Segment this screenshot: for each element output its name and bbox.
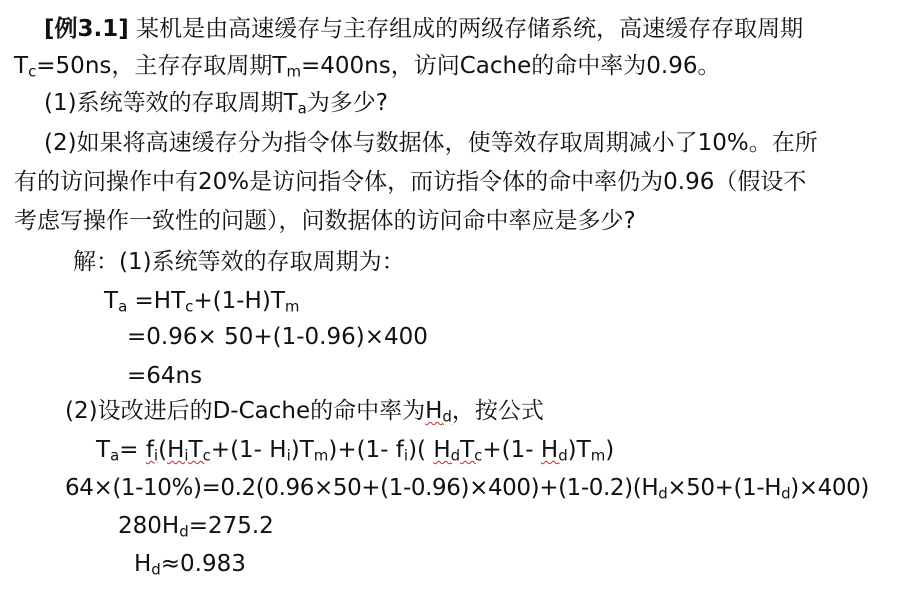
formula-part: +(1- H bbox=[210, 437, 287, 463]
subscript: a bbox=[110, 446, 120, 465]
hd-symbol bbox=[425, 398, 452, 424]
formula-7 bbox=[134, 549, 246, 579]
hi-tc-symbol bbox=[167, 437, 211, 463]
symbol-H: H bbox=[167, 437, 185, 463]
symbol-H: H bbox=[425, 398, 443, 424]
formula-part: )T bbox=[290, 437, 314, 463]
formula-part: ( bbox=[158, 437, 168, 463]
formula-part: ≈0.983 bbox=[160, 551, 246, 577]
symbol-H: H bbox=[540, 437, 559, 463]
question-1-text: (1)系统等效的存取周期T bbox=[44, 90, 298, 116]
question-2-line-3: 考虑写操作一致性的问题），问数据体的访问命中率应是多少? bbox=[14, 208, 636, 234]
hd-symbol bbox=[541, 437, 568, 463]
symbol-H: H bbox=[433, 437, 451, 463]
subscript: d bbox=[450, 446, 461, 465]
subscript: m bbox=[590, 446, 606, 465]
fi-symbol bbox=[146, 437, 158, 463]
subscript: d bbox=[179, 522, 189, 541]
symbol-T: T bbox=[96, 437, 111, 463]
part-2-text: (2)设改进后的D-Cache的命中率为 bbox=[65, 398, 426, 424]
subscript: m bbox=[313, 446, 329, 465]
solution-intro: 解：(1)系统等效的存取周期为： bbox=[73, 249, 405, 275]
question-1-text-end: 为多少? bbox=[306, 90, 389, 116]
formula-5 bbox=[65, 473, 869, 503]
problem-line-2 bbox=[14, 51, 720, 81]
question-1 bbox=[44, 88, 388, 118]
formula-part: =275.2 bbox=[188, 513, 274, 539]
problem-text-1: 某机是由高速缓存与主存组成的两级存储系统，高速缓存存取周期 bbox=[128, 16, 804, 42]
formula-part: )×400) bbox=[790, 475, 869, 501]
subscript: m bbox=[286, 62, 301, 81]
subscript: a bbox=[297, 99, 307, 118]
subscript: d bbox=[442, 407, 452, 426]
formula-1 bbox=[104, 286, 299, 316]
symbol-T: T bbox=[14, 53, 29, 79]
symbol-T: T bbox=[460, 437, 475, 463]
problem-line-1 bbox=[44, 14, 803, 44]
formula-part: =HT bbox=[127, 288, 186, 314]
formula-4 bbox=[96, 435, 614, 465]
hd-tc-symbol bbox=[433, 437, 482, 463]
formula-part: )+(1- f bbox=[328, 437, 404, 463]
symbol-f: f bbox=[145, 437, 154, 463]
formula-part: )T bbox=[567, 437, 591, 463]
question-2-line-1: (2)如果将高速缓存分为指令体与数据体，使等效存取周期减小了10%。在所 bbox=[44, 130, 818, 156]
formula-6 bbox=[118, 511, 274, 541]
formula-2: =0.96× 50+(1-0.96)×400 bbox=[127, 324, 428, 350]
part-2-text-end: ，按公式 bbox=[451, 398, 544, 424]
symbol-T: T bbox=[104, 288, 119, 314]
formula-part: H bbox=[134, 551, 152, 577]
subscript: d bbox=[658, 484, 668, 503]
subscript: c bbox=[202, 446, 211, 465]
formula-part: +(1- bbox=[482, 437, 541, 463]
problem-text-2a: =50ns，主存存取周期T bbox=[36, 53, 287, 79]
formula-part: ) bbox=[605, 437, 615, 463]
subscript: d bbox=[781, 484, 791, 503]
subscript: i bbox=[184, 446, 189, 465]
formula-part: +(1-H)T bbox=[193, 288, 285, 314]
formula-part: 280H bbox=[118, 513, 180, 539]
subscript: i bbox=[286, 446, 291, 465]
question-2-line-2: 有的访问操作中有20%是访问指令体，而访指令体的命中率仍为0.96（假设不 bbox=[14, 169, 807, 195]
subscript: d bbox=[558, 446, 568, 465]
subscript: i bbox=[153, 446, 159, 465]
subscript: c bbox=[474, 446, 483, 465]
subscript: a bbox=[118, 297, 128, 316]
problem-text-2b: =400ns，访问Cache的命中率为0.96。 bbox=[301, 53, 721, 79]
subscript: i bbox=[403, 446, 409, 465]
formula-3: =64ns bbox=[127, 363, 203, 389]
example-tag: [例3.1] bbox=[44, 16, 129, 42]
subscript: d bbox=[151, 560, 161, 579]
subscript: c bbox=[185, 297, 194, 316]
formula-part: ×50+(1-H bbox=[667, 475, 782, 501]
formula-part: )( bbox=[408, 437, 434, 463]
symbol-T: T bbox=[188, 437, 203, 463]
formula-part: = bbox=[119, 437, 146, 463]
formula-part: 64×(1-10%)=0.2(0.96×50+(1-0.96)×400)+(1-0.2)(H bbox=[65, 475, 659, 501]
solution-part-2 bbox=[65, 396, 544, 426]
subscript: c bbox=[28, 62, 37, 81]
subscript: m bbox=[284, 297, 300, 316]
